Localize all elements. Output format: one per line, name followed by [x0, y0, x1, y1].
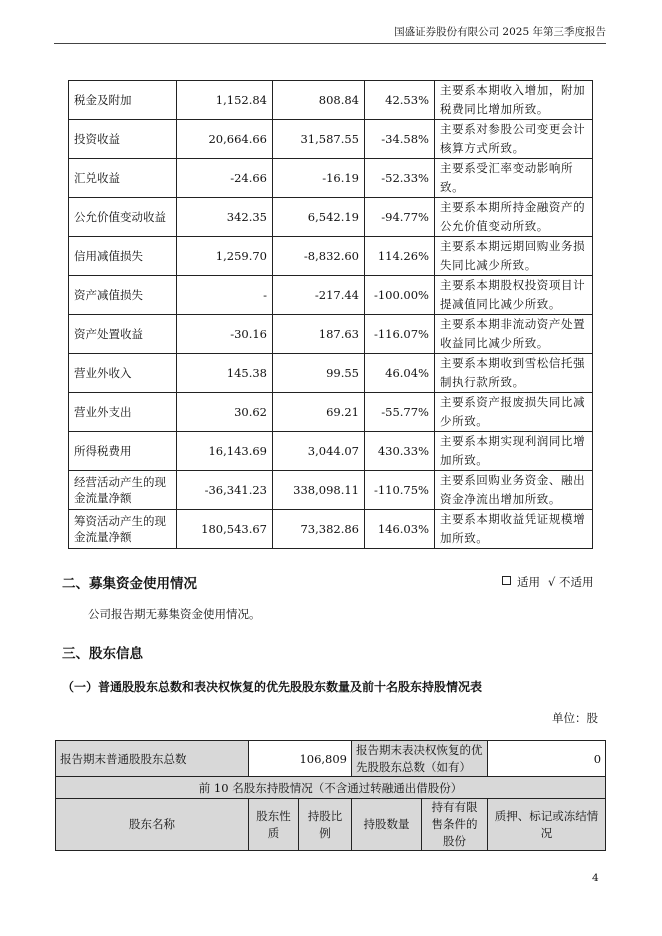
row-prior-value: 6,542.19: [273, 198, 365, 237]
table-row: [69, 198, 593, 237]
row-change-pct: -55.77%: [365, 393, 435, 432]
row-reason: 主要系本期股权投资项目计提减值同比减少所致。: [435, 276, 593, 315]
row-item-name: 税金及附加: [69, 81, 177, 120]
page-number: 4: [592, 872, 599, 884]
table-row: [69, 432, 593, 471]
row-change-pct: 114.26%: [365, 237, 435, 276]
table-row: [69, 471, 593, 510]
table-row: [69, 393, 593, 432]
row-item-name: 资产减值损失: [69, 276, 177, 315]
total-shareholders-label: 报告期末普通股股东总数: [56, 741, 249, 777]
row-reason: 主要系本期远期回购业务损失同比减少所致。: [435, 237, 593, 276]
table-row: [69, 120, 593, 159]
check-mark-icon: √: [548, 575, 556, 589]
row-reason: 主要系本期实现利润同比增加所致。: [435, 432, 593, 471]
row-current-value: 1,152.84: [177, 81, 273, 120]
row-current-value: 145.38: [177, 354, 273, 393]
row-reason: 主要系本期收到雪松信托强制执行款所致。: [435, 354, 593, 393]
section-title-shareholders: 三、股东信息: [62, 646, 143, 662]
column-header: 股东名称: [56, 799, 249, 851]
row-prior-value: 808.84: [273, 81, 365, 120]
row-change-pct: 430.33%: [365, 432, 435, 471]
table-row: [69, 237, 593, 276]
row-reason: 主要系本期非流动资产处置收益同比减少所致。: [435, 315, 593, 354]
row-current-value: 20,664.66: [177, 120, 273, 159]
column-header: 持股比例: [299, 799, 352, 851]
row-change-pct: -100.00%: [365, 276, 435, 315]
row-reason: 主要系资产报废损失同比减少所致。: [435, 393, 593, 432]
table-row: [69, 510, 593, 549]
row-prior-value: -8,832.60: [273, 237, 365, 276]
table-row: [69, 315, 593, 354]
row-current-value: -30.16: [177, 315, 273, 354]
table-row: [69, 354, 593, 393]
column-header: 持有有限售条件的股份: [422, 799, 488, 851]
row-item-name: 信用减值损失: [69, 237, 177, 276]
row-current-value: 180,543.67: [177, 510, 273, 549]
row-item-name: 公允价值变动收益: [69, 198, 177, 237]
row-reason: 主要系受汇率变动影响所致。: [435, 159, 593, 198]
row-change-pct: -116.07%: [365, 315, 435, 354]
row-current-value: 342.35: [177, 198, 273, 237]
row-item-name: 汇兑收益: [69, 159, 177, 198]
row-current-value: -: [177, 276, 273, 315]
section-title-fundraising: 二、募集资金使用情况: [62, 576, 197, 592]
row-prior-value: -217.44: [273, 276, 365, 315]
shareholder-table: [55, 740, 606, 851]
row-prior-value: 3,044.07: [273, 432, 365, 471]
not-applicable-label: 不适用: [558, 575, 594, 589]
applicability-indicator: [502, 574, 593, 590]
income-change-table: [68, 80, 593, 549]
unit-label: 单位：股: [552, 711, 598, 725]
row-change-pct: 146.03%: [365, 510, 435, 549]
unchecked-box-icon: [502, 576, 511, 585]
row-current-value: 16,143.69: [177, 432, 273, 471]
row-reason: 主要系本期所持金融资产的公允价值变动所致。: [435, 198, 593, 237]
subsection-title-shareholders: （一）普通股股东总数和表决权恢复的优先股股东数量及前十名股东持股情况表: [62, 680, 483, 694]
row-current-value: -24.66: [177, 159, 273, 198]
row-prior-value: 69.21: [273, 393, 365, 432]
row-reason: 主要系本期收入增加，附加税费同比增加所致。: [435, 81, 593, 120]
row-current-value: -36,341.23: [177, 471, 273, 510]
preferred-shareholders-value: 0: [488, 741, 606, 777]
row-change-pct: 46.04%: [365, 354, 435, 393]
table-row: [69, 81, 593, 120]
total-shareholders-value: 106,809: [249, 741, 352, 777]
row-change-pct: -34.58%: [365, 120, 435, 159]
fundraising-statement: 公司报告期无募集资金使用情况。: [88, 607, 261, 621]
row-item-name: 营业外支出: [69, 393, 177, 432]
row-prior-value: 31,587.55: [273, 120, 365, 159]
row-prior-value: 338,098.11: [273, 471, 365, 510]
table-row: [69, 276, 593, 315]
row-item-name: 营业外收入: [69, 354, 177, 393]
column-header: 质押、标记或冻结情况: [488, 799, 606, 851]
row-item-name: 所得税费用: [69, 432, 177, 471]
preferred-shareholders-label: 报告期末表决权恢复的优先股股东总数（如有）: [352, 741, 488, 777]
row-prior-value: 73,382.86: [273, 510, 365, 549]
column-header: 持股数量: [352, 799, 422, 851]
row-change-pct: -52.33%: [365, 159, 435, 198]
row-item-name: 经营活动产生的现金流量净额: [69, 471, 177, 510]
row-prior-value: -16.19: [273, 159, 365, 198]
row-change-pct: -110.75%: [365, 471, 435, 510]
row-current-value: 30.62: [177, 393, 273, 432]
row-change-pct: 42.53%: [365, 81, 435, 120]
top10-holdings-heading: 前 10 名股东持股情况（不含通过转融通出借股份）: [56, 777, 606, 799]
applicable-label: 适用: [517, 575, 540, 589]
row-change-pct: -94.77%: [365, 198, 435, 237]
row-item-name: 投资收益: [69, 120, 177, 159]
table-row: [69, 159, 593, 198]
row-current-value: 1,259.70: [177, 237, 273, 276]
row-item-name: 资产处置收益: [69, 315, 177, 354]
row-prior-value: 99.55: [273, 354, 365, 393]
column-header: 股东性质: [249, 799, 299, 851]
row-prior-value: 187.63: [273, 315, 365, 354]
row-reason: 主要系对参股公司变更会计核算方式所致。: [435, 120, 593, 159]
row-item-name: 筹资活动产生的现金流量净额: [69, 510, 177, 549]
row-reason: 主要系回购业务资金、融出资金净流出增加所致。: [435, 471, 593, 510]
page-header: 国盛证券股份有限公司 2025 年第三季度报告: [54, 24, 606, 44]
row-reason: 主要系本期收益凭证规模增加所致。: [435, 510, 593, 549]
